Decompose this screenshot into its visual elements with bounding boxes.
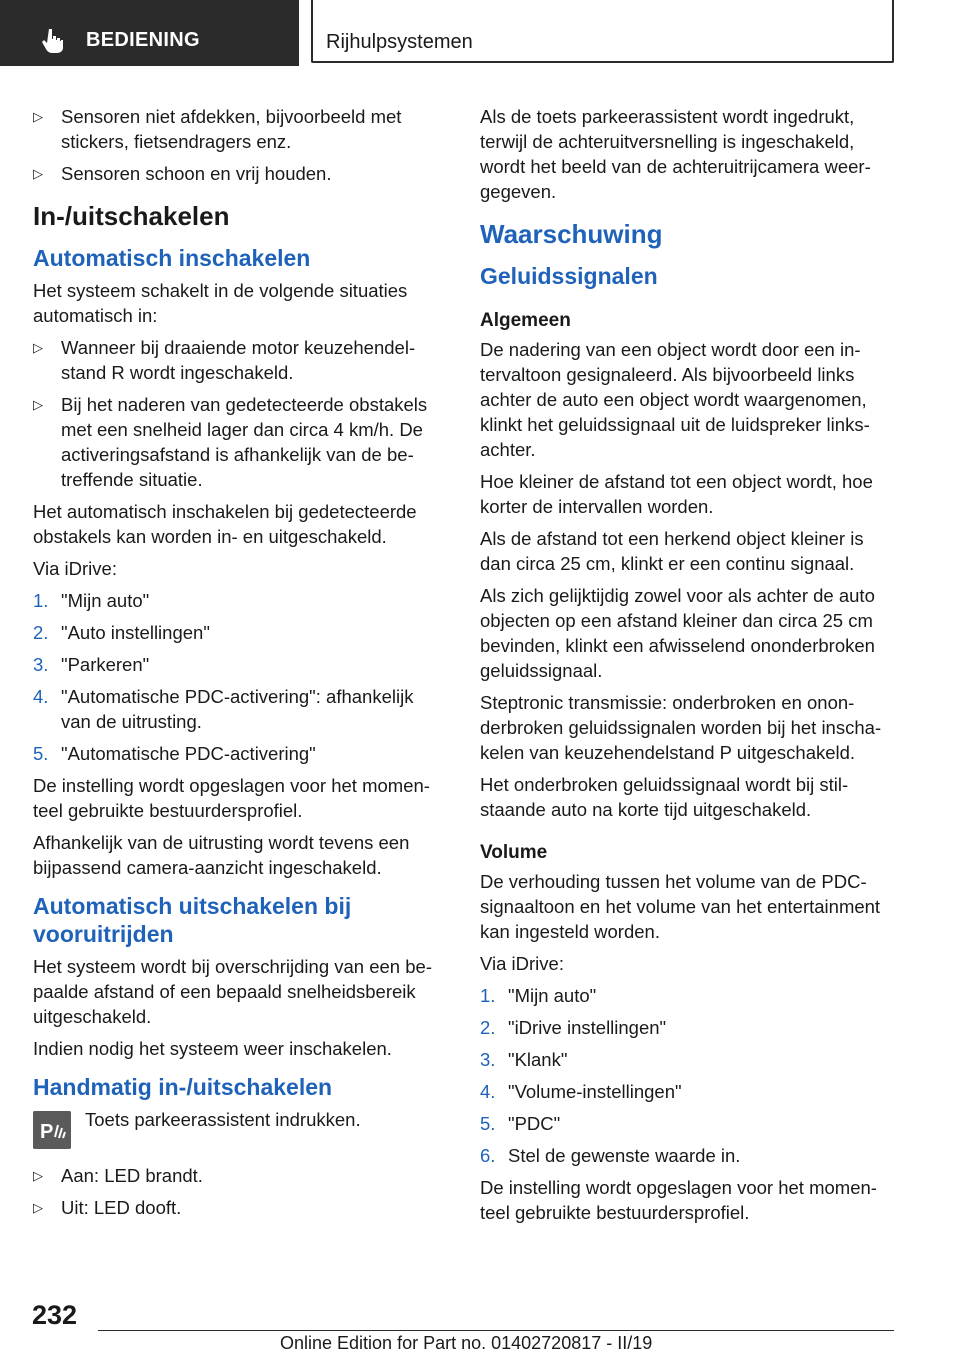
step-item: 5. "Automatische PDC-activering" bbox=[33, 743, 316, 764]
list-item: ▷ Wanneer bij draaiende motor keuzehendelstand R wordt ingeschakeld. bbox=[33, 337, 416, 383]
heading-in-uitschakelen: In-/uitschakelen bbox=[33, 201, 230, 231]
paragraph: Als de afstand tot een herkend object kleiner is dan circa 25 cm, klinkt er een continu signaal. bbox=[480, 528, 864, 574]
button-instruction: P Toets parkeerassistent indrukken. bbox=[33, 1107, 448, 1149]
heading-algemeen: Algemeen bbox=[480, 310, 571, 331]
left-column bbox=[33, 104, 448, 1227]
step-item: 1. "Mijn auto" bbox=[33, 590, 150, 611]
step-item: 2. "Auto instellingen" bbox=[33, 622, 210, 643]
paragraph: Het systeem wordt bij overschrijding van een bepaalde afstand of een bepaald snelheidsbereik uitgeschakeld. bbox=[33, 956, 432, 1027]
step-item: 6. Stel de gewenste waarde in. bbox=[480, 1145, 741, 1166]
footer-divider bbox=[98, 1330, 894, 1331]
paragraph: Hoe kleiner de afstand tot een object wordt, hoe korter de intervallen worden. bbox=[480, 471, 873, 517]
list-item: ▷ Aan: LED brandt. bbox=[33, 1165, 203, 1186]
step-item: 4. "Automatische PDC-activering": afhankelijk van de uitrusting. bbox=[33, 686, 414, 732]
section-tab bbox=[0, 0, 299, 66]
heading-waarschuwing: Waarschuwing bbox=[480, 219, 663, 249]
paragraph: Via iDrive: bbox=[33, 558, 117, 579]
heading-volume: Volume bbox=[480, 842, 548, 863]
triangle-bullet-icon: ▷ bbox=[33, 109, 43, 124]
heading-automatisch-inschakelen: Automatisch inschakelen bbox=[33, 245, 311, 271]
section-title: BEDIENING bbox=[86, 29, 200, 51]
paragraph: Indien nodig het systeem weer inschakelen. bbox=[33, 1038, 392, 1059]
paragraph: Het automatisch inschakelen bij gedetecteerde obstakels kan worden in- en uitgeschakeld. bbox=[33, 501, 417, 547]
list-item: ▷ Uit: LED dooft. bbox=[33, 1197, 182, 1218]
chapter-title: Rijhulpsystemen bbox=[326, 31, 473, 53]
paragraph: Het systeem schakelt in de volgende situaties automatisch in: bbox=[33, 280, 408, 326]
triangle-bullet-icon: ▷ bbox=[33, 1200, 43, 1215]
page-number: 232 bbox=[32, 1300, 78, 1330]
parking-assistant-button-icon bbox=[33, 1111, 71, 1149]
right-column bbox=[480, 104, 895, 1232]
paragraph: Als de toets parkeerassistent wordt ingedrukt, terwijl de achteruitversnelling is ingeschakeld, wordt het beeld van de achteruitrijcamera weergegeven. bbox=[480, 106, 871, 202]
paragraph: Via iDrive: bbox=[480, 953, 564, 974]
triangle-bullet-icon: ▷ bbox=[33, 340, 43, 355]
triangle-bullet-icon: ▷ bbox=[33, 166, 43, 181]
paragraph: De instelling wordt opgeslagen voor het momenteel gebruikte bestuurdersprofiel. bbox=[33, 775, 430, 821]
hand-touch-icon bbox=[40, 27, 66, 53]
step-item: 3. "Klank" bbox=[480, 1049, 568, 1070]
paragraph: Als zich gelijktijdig zowel voor als achter de auto objecten op een afstand kleiner dan circa 25 cm bevinden, klinkt een afwisselend ononderbroken geluidssignaal. bbox=[480, 585, 875, 681]
triangle-bullet-icon: ▷ bbox=[33, 1168, 43, 1183]
paragraph: Afhankelijk van de uitrusting wordt tevens een bijpassend camera-aanzicht ingeschakeld. bbox=[33, 832, 410, 878]
edition-text: Online Edition for Part no. 01402720817 - II/19 bbox=[280, 1333, 653, 1353]
paragraph: Het onderbroken geluidssignaal wordt bij stilstaande auto na korte tijd uitgeschakeld. bbox=[480, 774, 849, 820]
paragraph: De nadering van een object wordt door een intervaltoon gesignaleerd. Als bijvoorbeeld links achter de auto een object wordt waargenomen, klinkt het geluidssignaal uit de luidspreker linksachter. bbox=[480, 339, 870, 460]
chapter-tab bbox=[311, 0, 894, 63]
heading-automatisch-uitschakelen: Automatisch uitschakelen bij vooruitrijden bbox=[33, 893, 352, 947]
heading-handmatig: Handmatig in-/uitschakelen bbox=[33, 1074, 333, 1100]
triangle-bullet-icon: ▷ bbox=[33, 397, 43, 412]
page-header bbox=[0, 0, 960, 66]
step-item: 3. "Parkeren" bbox=[33, 654, 150, 675]
list-item: ▷ Bij het naderen van gedetecteerde obstakels met een snelheid lager dan circa 4 km/h. De activeringsafstand is afhankelijk van de betreffende situatie. bbox=[33, 394, 428, 490]
svg-text:P: P bbox=[40, 1121, 54, 1143]
list-item: ▷ Sensoren schoon en vrij houden. bbox=[33, 163, 332, 184]
paragraph: De instelling wordt opgeslagen voor het momenteel gebruikte bestuurdersprofiel. bbox=[480, 1177, 877, 1223]
heading-geluidssignalen: Geluidssignalen bbox=[480, 263, 658, 289]
list-item: ▷ Sensoren niet afdekken, bijvoorbeeld met stickers, fietsendragers enz. bbox=[33, 106, 402, 152]
paragraph: De verhouding tussen het volume van de PDC-signaaltoon en het volume van het entertainment kan ingesteld worden. bbox=[480, 871, 881, 942]
step-item: 4. "Volume-instellingen" bbox=[480, 1081, 682, 1102]
paragraph: Steptronic transmissie: onderbroken en ononderbroken geluidssignalen worden bij het inschakelen van keuzehendelstand P uitgeschakeld. bbox=[480, 692, 882, 763]
step-item: 5. "PDC" bbox=[480, 1113, 561, 1134]
step-item: 2. "iDrive instellingen" bbox=[480, 1017, 667, 1038]
step-item: 1. "Mijn auto" bbox=[480, 985, 597, 1006]
